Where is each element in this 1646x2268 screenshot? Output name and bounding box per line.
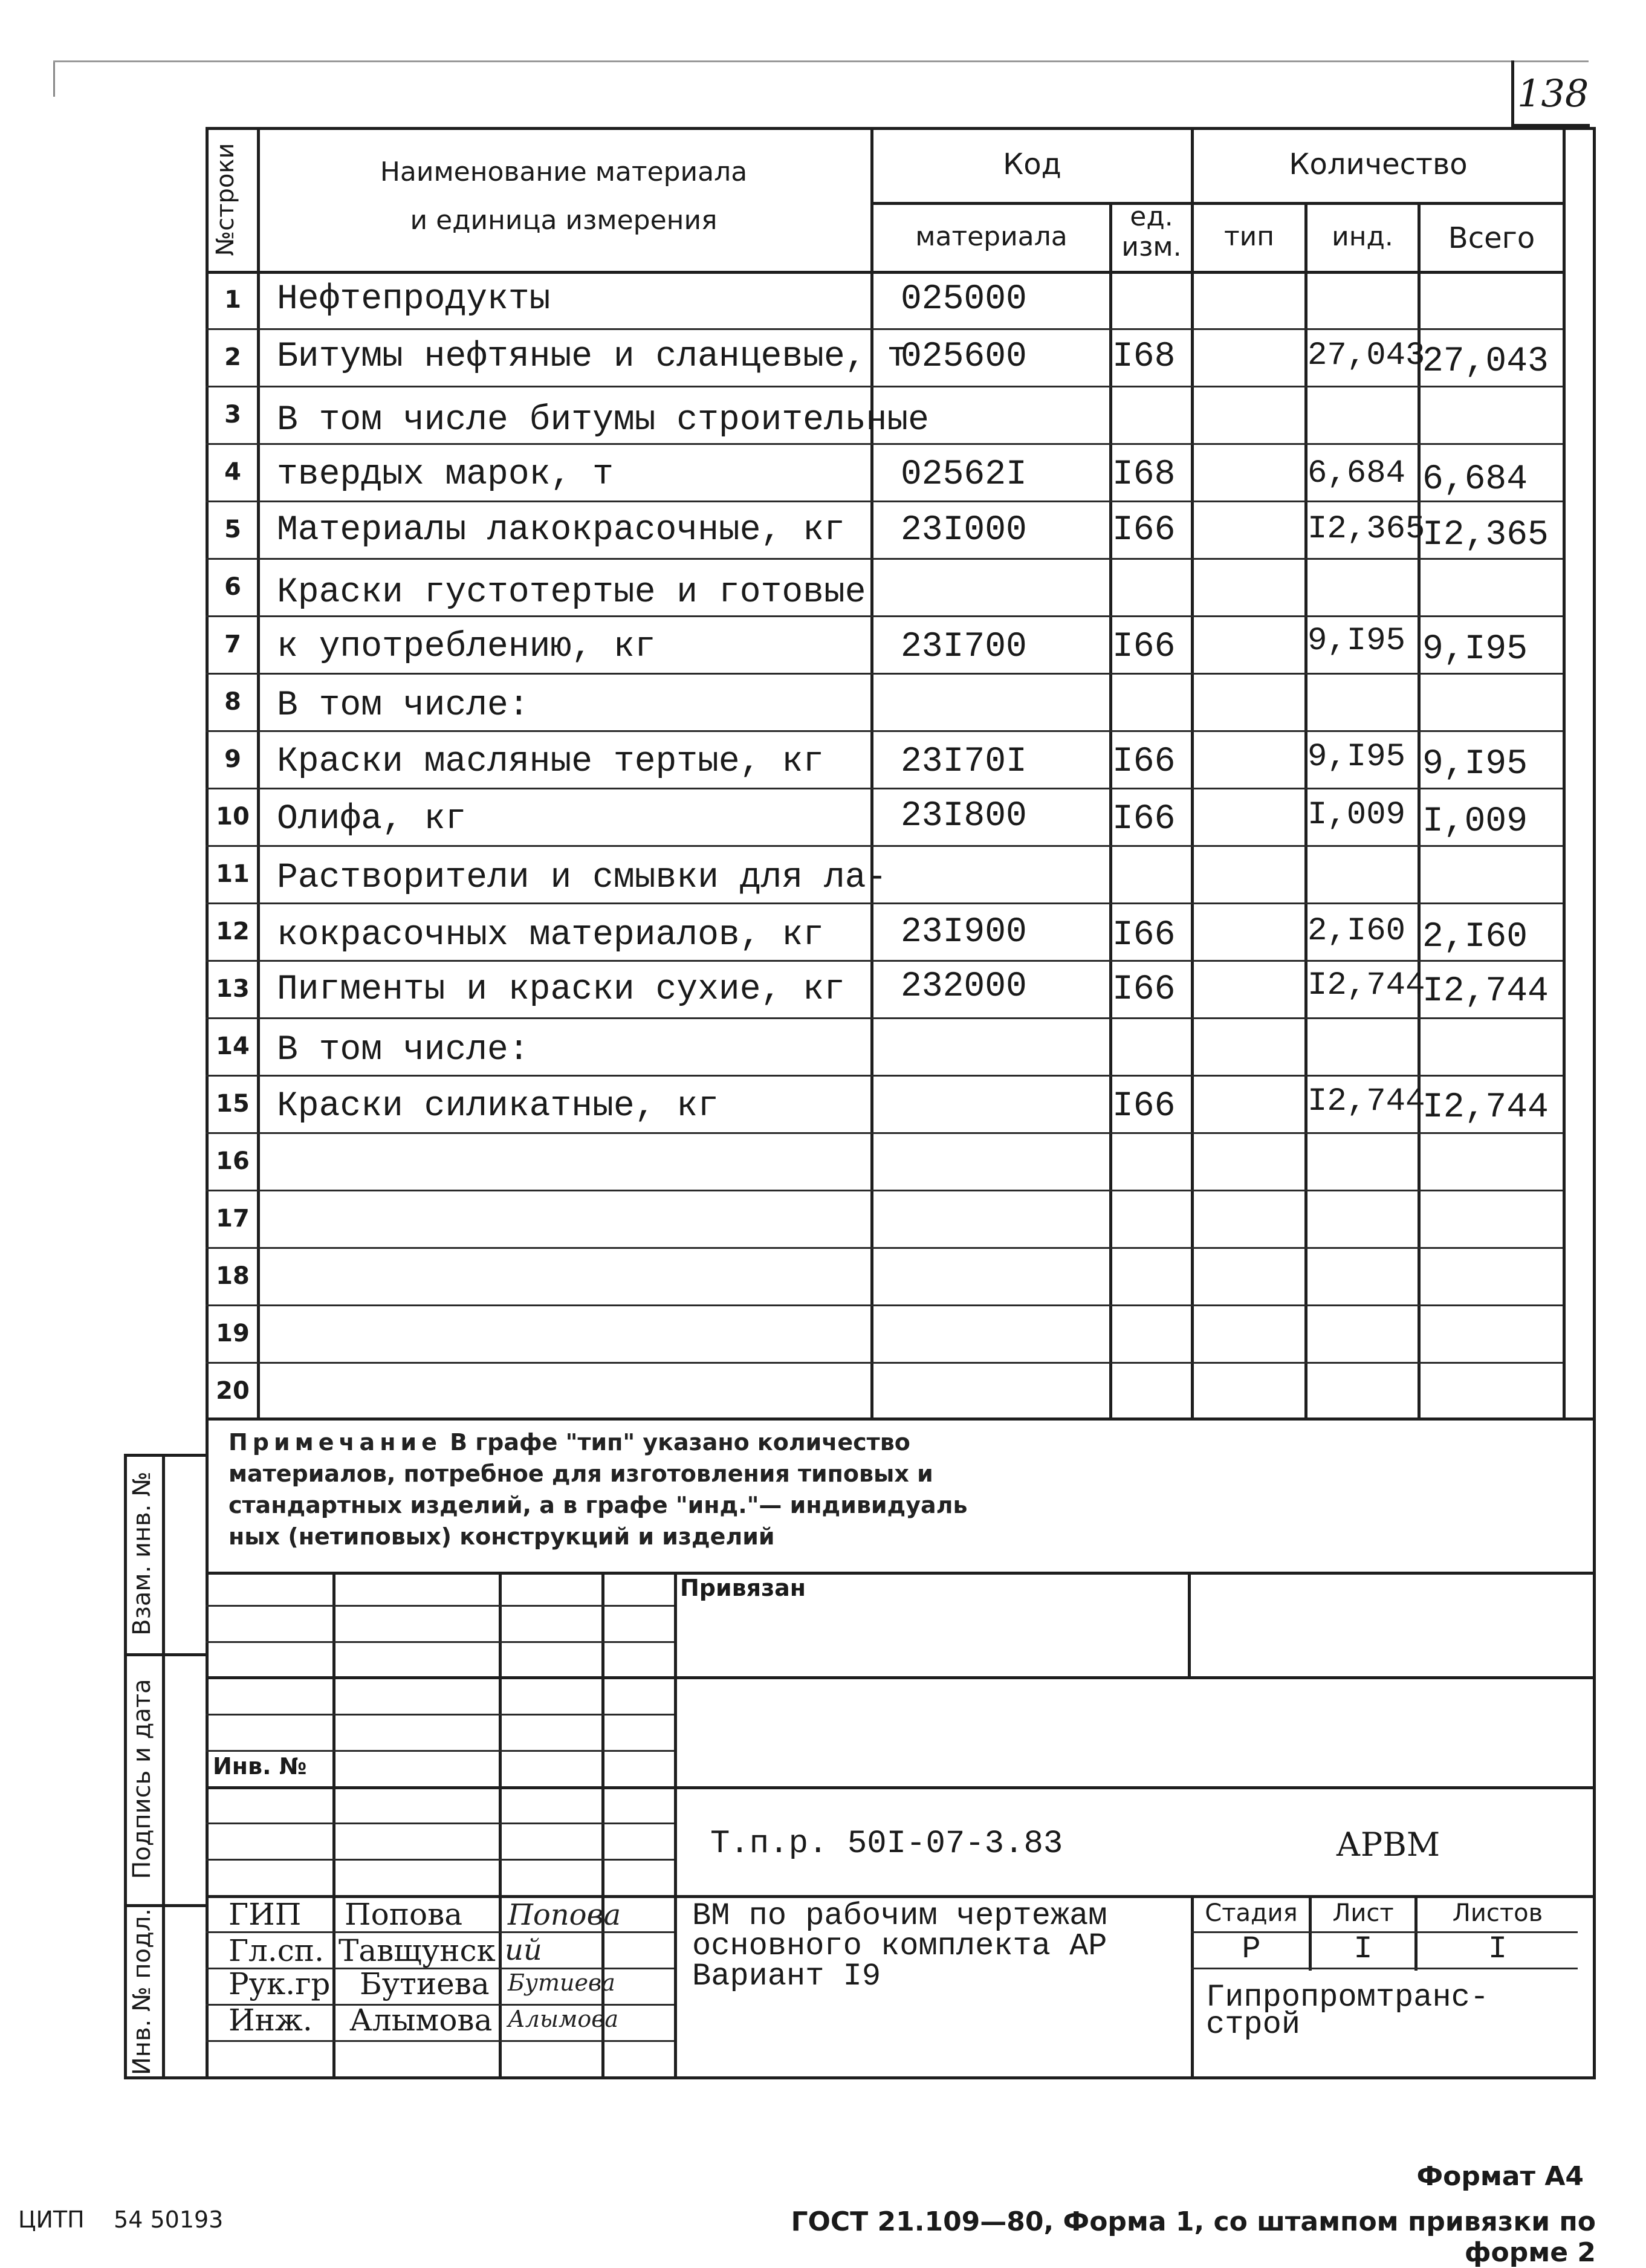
row-code: 23I800 xyxy=(901,797,1027,836)
row-code: 23I70I xyxy=(901,742,1027,782)
signer-role: Рук.гр xyxy=(228,1966,331,2001)
row-unit: I68 xyxy=(1112,455,1176,494)
note-line4: ных (нетиповых) конструкций и изделий xyxy=(228,1523,775,1550)
org-line1: Гипропромтранс- xyxy=(1206,1980,1489,2015)
row-total: I2,365 xyxy=(1422,516,1549,555)
row-number: 12 xyxy=(216,918,250,945)
row-name: кокрасочных материалов, кг xyxy=(277,916,824,955)
signer-signature: Бутиева xyxy=(508,1969,615,1996)
stamp-col-a xyxy=(332,1572,335,2079)
row-unit: I68 xyxy=(1112,337,1176,377)
header-name-line2: и единица измерения xyxy=(410,205,718,236)
signer-name: Алымова xyxy=(349,2003,493,2038)
row-number: 13 xyxy=(216,975,250,1003)
row-total: I2,744 xyxy=(1422,972,1549,1011)
header-quantity: Количество xyxy=(1289,147,1468,181)
org-line2: строй xyxy=(1206,2007,1301,2043)
row-number: 4 xyxy=(224,458,241,486)
row-unit: I66 xyxy=(1112,800,1176,839)
col-line-code xyxy=(870,127,873,1421)
row-total: 9,I95 xyxy=(1422,745,1528,784)
row-code: 23I000 xyxy=(901,511,1027,550)
row-number: 10 xyxy=(216,803,250,831)
sheets-header: Листов xyxy=(1452,1899,1543,1927)
row-ind: I2,744 xyxy=(1307,967,1425,1004)
inv-no-label: Инв. № xyxy=(213,1753,307,1780)
header-mid-line xyxy=(870,202,1566,205)
row-unit: I66 xyxy=(1112,1087,1176,1126)
row-number: 7 xyxy=(224,630,241,658)
header-row-no: №строки xyxy=(212,143,239,256)
stamp-row-1 xyxy=(206,1676,1596,1679)
row-name: Краски масляные тертые, кг xyxy=(277,742,824,782)
header-unit-2: изм. xyxy=(1121,232,1182,262)
doc-code: Т.п.р. 50I-07-3.83 xyxy=(710,1826,1063,1862)
row-name: Пигменты и краски сухие, кг xyxy=(277,970,845,1009)
top-rule xyxy=(53,60,1589,62)
footer-right: ГОСТ 21.109—80, Форма 1, со штампом привязки по форме 2 xyxy=(791,2206,1596,2268)
row-ind: 6,684 xyxy=(1307,455,1406,492)
top-left-rule xyxy=(53,60,55,97)
side-top xyxy=(124,1454,209,1457)
row-number: 8 xyxy=(224,688,241,716)
row-number: 11 xyxy=(216,860,250,888)
stamp-col-c xyxy=(601,1572,604,2079)
note-lead: Примечание xyxy=(228,1429,442,1456)
row-code: 232000 xyxy=(901,967,1027,1006)
row-code: 23I900 xyxy=(901,913,1027,952)
row-number: 19 xyxy=(216,1320,250,1347)
row-ind: 9,I95 xyxy=(1307,623,1406,659)
signer-name: Бутиева xyxy=(360,1966,490,2001)
row-name: В том числе битумы строительные xyxy=(277,401,929,440)
col-line-rowno xyxy=(257,127,260,1421)
note-line1: В графе "тип" указано количество xyxy=(441,1429,910,1456)
signer-signature: Попова xyxy=(508,1898,621,1932)
row-ind: 27,043 xyxy=(1307,337,1425,374)
row-total: I,009 xyxy=(1422,802,1528,841)
header-total: Всего xyxy=(1448,221,1535,255)
row-ind: I,009 xyxy=(1307,797,1406,834)
note-bottom-line xyxy=(206,1572,1596,1575)
side-label-inv: Инв. № подл. xyxy=(128,1908,156,2075)
row-code: 025600 xyxy=(901,337,1027,377)
row-code: 02562I xyxy=(901,455,1027,494)
header-unit-1: ед. xyxy=(1130,201,1173,232)
signer-name: Тавщунск xyxy=(339,1933,496,1968)
row-name: В том числе: xyxy=(277,1031,530,1070)
table-body-bottom xyxy=(206,1418,1596,1421)
title-line2: основного комплекта АР xyxy=(692,1928,1107,1964)
row-ind: 9,I95 xyxy=(1307,739,1406,776)
side-sep1 xyxy=(124,1653,209,1656)
row-total: 2,I60 xyxy=(1422,918,1528,957)
row-total: 6,684 xyxy=(1422,460,1528,499)
title-line1: ВМ по рабочим чертежам xyxy=(692,1898,1107,1934)
signer-signature: Алымова xyxy=(508,2006,619,2032)
header-type: тип xyxy=(1224,221,1274,252)
row-ind: I2,365 xyxy=(1307,511,1425,548)
row-number: 3 xyxy=(224,401,241,429)
row-name: Олифа, кг xyxy=(277,800,467,839)
signer-role: ГИП xyxy=(228,1897,302,1932)
row-unit: I66 xyxy=(1112,511,1176,550)
header-name-line1: Наименование материала xyxy=(380,157,748,187)
row-number: 1 xyxy=(224,286,241,314)
sheet-header: Лист xyxy=(1332,1899,1394,1927)
row-total: 27,043 xyxy=(1422,342,1549,381)
row-name: Краски силикатные, кг xyxy=(277,1087,719,1126)
header-code: Код xyxy=(1003,147,1061,181)
note-line3: стандартных изделий, а в графе "инд."— индивидуаль xyxy=(228,1492,968,1518)
row-name: твердых марок, т xyxy=(277,455,614,494)
row-total: 9,I95 xyxy=(1422,630,1528,669)
signer-role: Гл.сп. xyxy=(228,1933,324,1968)
row-name: Растворители и смывки для ла- xyxy=(277,858,887,898)
row-name: Битумы нефтяные и сланцевые, т xyxy=(277,337,909,377)
row-total: I2,744 xyxy=(1422,1088,1549,1127)
row-unit: I66 xyxy=(1112,627,1176,667)
header-bottom-line xyxy=(206,271,1566,274)
side-label-vzam: Взам. инв. № xyxy=(128,1471,156,1636)
format-label: Формат А4 xyxy=(1416,2161,1584,2192)
stage-header: Стадия xyxy=(1205,1899,1298,1927)
stamp-col-privyazan xyxy=(1188,1572,1191,1677)
note-block xyxy=(228,1427,1377,1552)
signer-name: Попова xyxy=(345,1897,463,1932)
row-name: В том числе: xyxy=(277,686,530,725)
row-number: 15 xyxy=(216,1090,250,1118)
row-name: Нефтепродукты xyxy=(277,280,551,319)
table-header-top xyxy=(206,127,1596,130)
side-col-line xyxy=(162,1454,165,2079)
row-number: 17 xyxy=(216,1205,250,1233)
row-name: Материалы лакокрасочные, кг xyxy=(277,511,845,550)
footer-left: ЦИТП 54 50193 xyxy=(18,2206,224,2233)
row-code: 23I700 xyxy=(901,627,1027,667)
signer-signature: ий xyxy=(505,1933,542,1967)
col-line-type xyxy=(1191,127,1194,1421)
row-name: к употреблению, кг xyxy=(277,627,656,667)
left-margin-line xyxy=(124,1454,127,2079)
note-line2: материалов, потребное для изготовления типовых и xyxy=(228,1460,933,1487)
row-number: 6 xyxy=(224,573,241,601)
row-number: 18 xyxy=(216,1262,250,1290)
title-line3: Вариант I9 xyxy=(692,1959,881,1994)
stamp-row-2 xyxy=(206,1786,1596,1789)
doc-mark: АРВМ xyxy=(1336,1826,1440,1864)
page-number: 138 xyxy=(1517,71,1589,115)
row-unit: I66 xyxy=(1112,916,1176,955)
row-number: 20 xyxy=(216,1377,250,1405)
row-number: 9 xyxy=(224,745,241,773)
stage-value: Р xyxy=(1242,1931,1261,1967)
privyazan-label: Привязан xyxy=(680,1575,806,1601)
row-code: 025000 xyxy=(901,280,1027,319)
stamp-col-b xyxy=(499,1572,502,2079)
signer-role: Инж. xyxy=(228,2003,313,2038)
col-line-total xyxy=(1418,202,1421,1421)
row-unit: I66 xyxy=(1112,742,1176,782)
row-ind: 2,I60 xyxy=(1307,913,1406,950)
sheets-value: I xyxy=(1488,1931,1508,1967)
row-number: 16 xyxy=(216,1147,250,1175)
row-number: 14 xyxy=(216,1032,250,1060)
stamp-divider-main xyxy=(674,1572,677,2079)
side-label-podpis: Подпись и дата xyxy=(128,1679,156,1879)
sheet-value: I xyxy=(1353,1931,1373,1967)
row-name: Краски густотертые и готовые xyxy=(277,573,866,612)
row-number: 5 xyxy=(224,516,241,543)
header-ind: инд. xyxy=(1332,221,1393,252)
row-number: 2 xyxy=(224,343,241,371)
row-ind: I2,744 xyxy=(1307,1083,1425,1120)
row-unit: I66 xyxy=(1112,970,1176,1009)
header-material: материала xyxy=(915,221,1068,252)
col-line-right xyxy=(1563,127,1566,1421)
